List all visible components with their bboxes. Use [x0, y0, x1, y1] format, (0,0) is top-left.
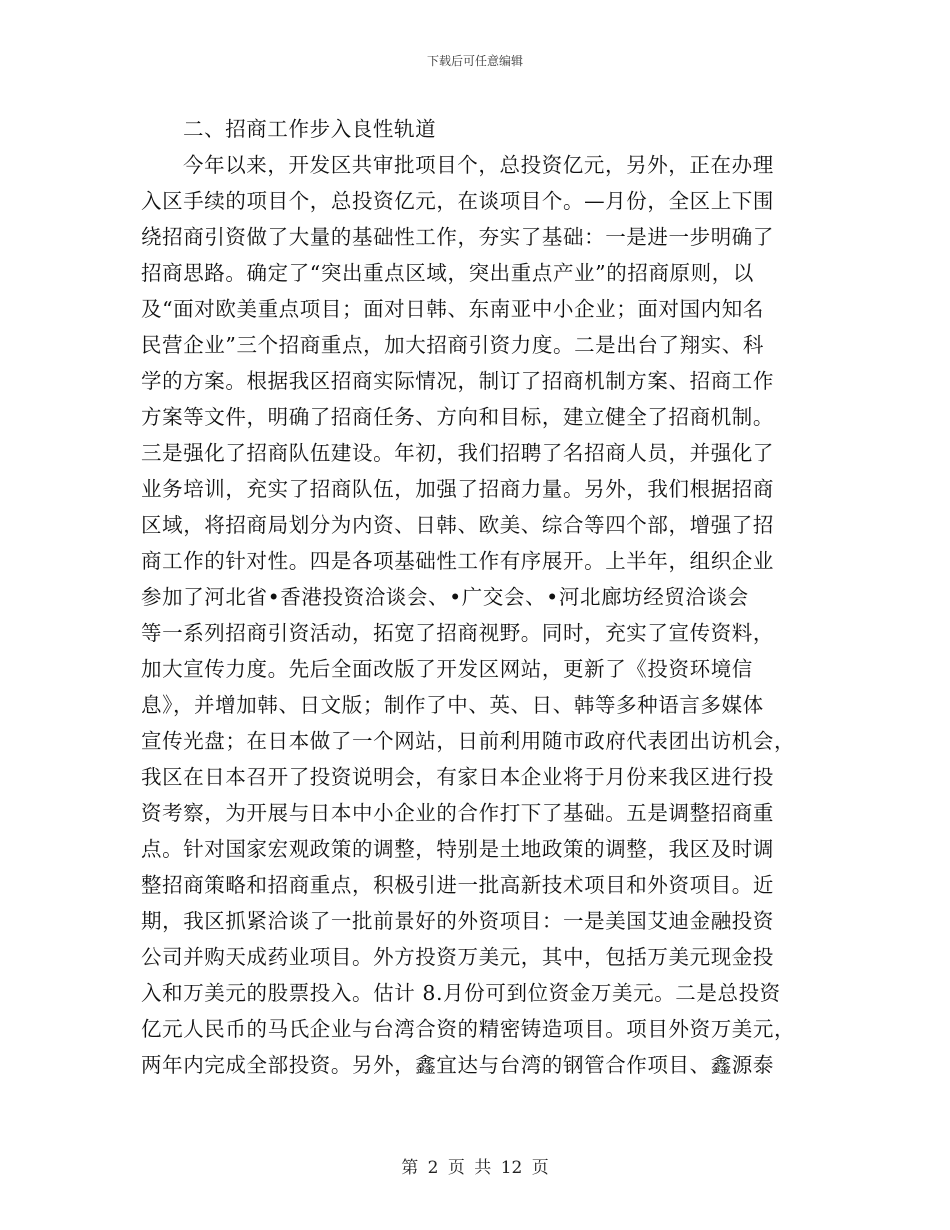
paragraph-line: 绕招商引资做了大量的基础性工作，夯实了基础：一是进一步明确了: [141, 225, 774, 249]
paragraph-line: 方案等文件，明确了招商任务、方向和目标，建立健全了招商机制。: [141, 405, 774, 429]
paragraph-line: 区域，将招商局划分为内资、日韩、欧美、综合等四个部，增强了招: [141, 513, 774, 537]
paragraph-line: 两年内完成全部投资。另外，鑫宜达与台湾的钢管合作项目、鑫源泰: [141, 1053, 774, 1077]
paragraph-line: 商工作的针对性。四是各项基础性工作有序展开。上半年，组织企业: [141, 549, 774, 573]
paragraph-line: 业务培训，充实了招商队伍，加强了招商力量。另外，我们根据招商: [141, 477, 774, 501]
paragraph-line: 民营企业”三个招商重点，加大招商引资力度。二是出台了翔实、科: [141, 333, 764, 357]
paragraph-line: 公司并购天成药业项目。外方投资万美元，其中，包括万美元现金投: [141, 945, 774, 969]
paragraph-line: 加大宣传力度。先后全面改版了开发区网站，更新了《投资环境信: [141, 657, 753, 681]
paragraph-line: 入和万美元的股票投入。估计 8.月份可到位资金万美元。二是总投资: [141, 981, 781, 1005]
paragraph-line: 息》，并增加韩、日文版；制作了中、英、日、韩等多种语言多媒体: [141, 693, 764, 717]
paragraph-line: 参加了河北省•香港投资洽谈会、•广交会、•河北廊坊经贸洽谈会: [141, 585, 749, 609]
body-text: [141, 111, 811, 1083]
paragraph-line: 资考察，为开展与日本中小企业的合作打下了基础。五是调整招商重: [141, 801, 774, 825]
paragraph-line: 整招商策略和招商重点，积极引进一批高新技术项目和外资项目。近: [141, 873, 774, 897]
paragraph-line: 期，我区抓紧洽谈了一批前景好的外资项目：一是美国艾迪金融投资: [141, 909, 774, 933]
paragraph-line: 宣传光盘；在日本做了一个网站，日前利用随市政府代表团出访机会，: [141, 729, 796, 753]
paragraph-line: 招商思路。确定了“突出重点区域，突出重点产业”的招商原则，以: [141, 261, 754, 285]
section-heading: 二、招商工作步入良性轨道: [183, 117, 437, 141]
paragraph-line: 亿元人民币的马氏企业与台湾合资的精密铸造项目。项目外资万美元，: [141, 1017, 796, 1041]
paragraph-line: 及“面对欧美重点项目；面对日韩、东南亚中小企业；面对国内知名: [141, 297, 764, 321]
paragraph-line: 今年以来，开发区共审批项目个，总投资亿元，另外，正在办理: [183, 153, 774, 177]
paragraph-line: 点。针对国家宏观政策的调整，特别是土地政策的调整，我区及时调: [141, 837, 774, 861]
paragraph-line: 等一系列招商引资活动，拓宽了招商视野。同时，充实了宣传资料，: [141, 621, 774, 645]
paragraph-line: 我区在日本召开了投资说明会，有家日本企业将于月份来我区进行投: [141, 765, 774, 789]
paragraph-line: 入区手续的项目个，总投资亿元，在谈项目个。—月份，全区上下围: [141, 189, 774, 213]
page-number: 第 2 页 共 12 页: [401, 1158, 549, 1178]
paragraph-line: 三是强化了招商队伍建设。年初，我们招聘了名招商人员，并强化了: [141, 441, 774, 465]
paragraph-line: 学的方案。根据我区招商实际情况，制订了招商机制方案、招商工作: [141, 369, 774, 393]
header-note: 下载后可任意编辑: [426, 54, 523, 68]
